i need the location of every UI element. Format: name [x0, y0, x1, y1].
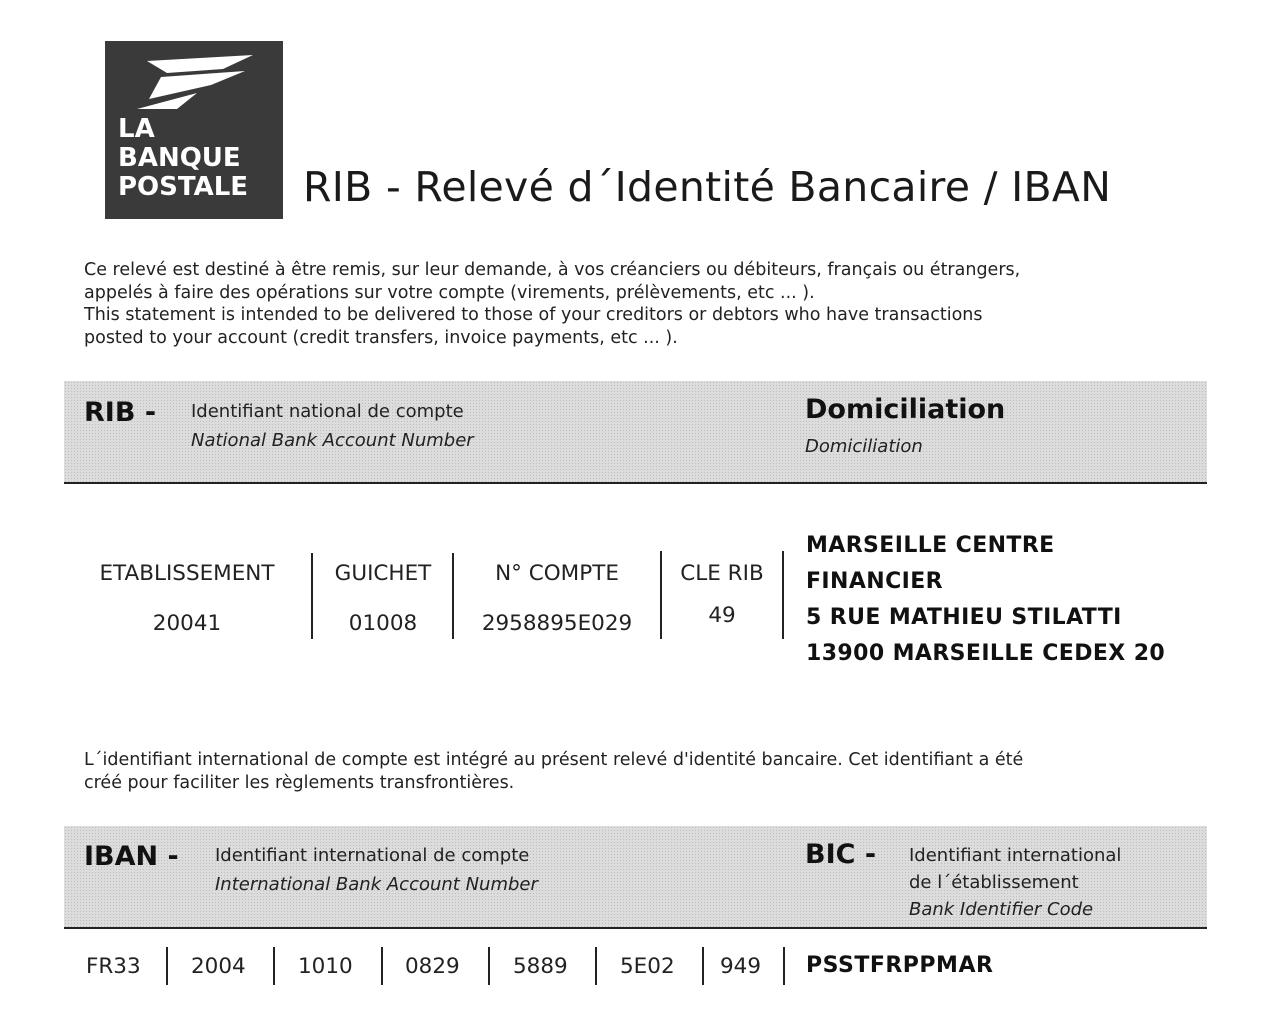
iban-label-en: International Bank Account Number	[215, 874, 538, 895]
bic-label	[909, 841, 1121, 924]
intro-line: Ce relevé est destiné à être remis, sur leur demande, à vos créanciers ou débiteurs, français ou étrangers,	[84, 260, 1021, 280]
bic-label-fr-2: de l´établissement	[909, 872, 1079, 893]
iban-divider	[783, 947, 785, 985]
la-banque-postale-logo	[105, 41, 283, 219]
rib-divider	[782, 551, 784, 639]
logo-wordmark: LA BANQUE POSTALE	[118, 114, 249, 202]
iban-note-line: créé pour faciliter les règlements transfrontières.	[84, 772, 515, 793]
iban-label	[215, 841, 538, 899]
rib-key: RIB -	[84, 397, 157, 428]
rib-header-etablissement: ETABLISSEMENT	[99, 561, 275, 586]
iban-note	[84, 749, 1023, 794]
rib-value-cle: 49	[708, 603, 736, 628]
rib-value-etablissement: 20041	[152, 611, 222, 636]
address-line: FINANCIER	[806, 569, 943, 594]
rib-label-en: National Bank Account Number	[191, 430, 474, 451]
domiciliation-address	[806, 528, 1165, 672]
intro-line: appelés à faire des opérations sur votre compte (virements, prélèvements, etc ... ).	[84, 282, 815, 303]
rib-divider	[452, 553, 454, 639]
bic-value: PSSTFRPPMAR	[806, 953, 994, 978]
iban-key: IBAN -	[84, 841, 179, 872]
iban-divider	[381, 947, 383, 985]
rib-divider	[660, 551, 662, 639]
domiciliation-title: Domiciliation	[805, 394, 1006, 425]
iban-part: 1010	[298, 954, 353, 979]
iban-part: FR33	[86, 954, 141, 979]
address-line: MARSEILLE CENTRE	[806, 533, 1055, 558]
intro-line: posted to your account (credit transfers, invoice payments, etc ... ).	[84, 327, 678, 348]
iban-part: 5889	[513, 954, 568, 979]
document-title: RIB - Relevé d´Identité Bancaire / IBAN	[303, 163, 1112, 211]
iban-part: 0829	[405, 954, 460, 979]
rib-header-compte: N° COMPTE	[495, 561, 619, 586]
rib-label-fr: Identifiant national de compte	[191, 401, 464, 422]
iban-part: 2004	[191, 954, 246, 979]
iban-divider	[702, 947, 704, 985]
domiciliation-subtitle-text: Domiciliation	[805, 436, 923, 457]
rib-label	[191, 397, 474, 455]
address-line: 13900 MARSEILLE CEDEX 20	[806, 641, 1166, 666]
iban-note-line: L´identifiant international de compte est intégré au présent relevé d'identité bancaire. Cet identifiant a été	[84, 750, 1024, 770]
domiciliation-subtitle	[805, 432, 923, 461]
intro-paragraph	[84, 259, 1020, 349]
iban-divider	[166, 947, 168, 985]
iban-label-fr: Identifiant international de compte	[215, 845, 530, 866]
bic-key: BIC -	[805, 839, 877, 870]
bic-label-fr-1: Identifiant international	[909, 845, 1122, 866]
address-line: 5 RUE MATHIEU STILATTI	[806, 605, 1122, 630]
bird-wing-icon	[127, 53, 267, 115]
rib-header-guichet: GUICHET	[334, 561, 432, 586]
rib-value-compte: 2958895E029	[481, 611, 633, 636]
rib-header-cle: CLE RIB	[680, 561, 764, 586]
iban-part: 5E02	[620, 954, 675, 979]
iban-divider	[273, 947, 275, 985]
bic-label-en: Bank Identifier Code	[909, 899, 1094, 920]
iban-part: 949	[720, 954, 762, 979]
iban-divider	[595, 947, 597, 985]
intro-line: This statement is intended to be delivered to those of your creditors or debtors who have transactions	[84, 305, 983, 325]
rib-value-guichet: 01008	[348, 611, 418, 636]
rib-divider	[311, 553, 313, 639]
iban-divider	[488, 947, 490, 985]
